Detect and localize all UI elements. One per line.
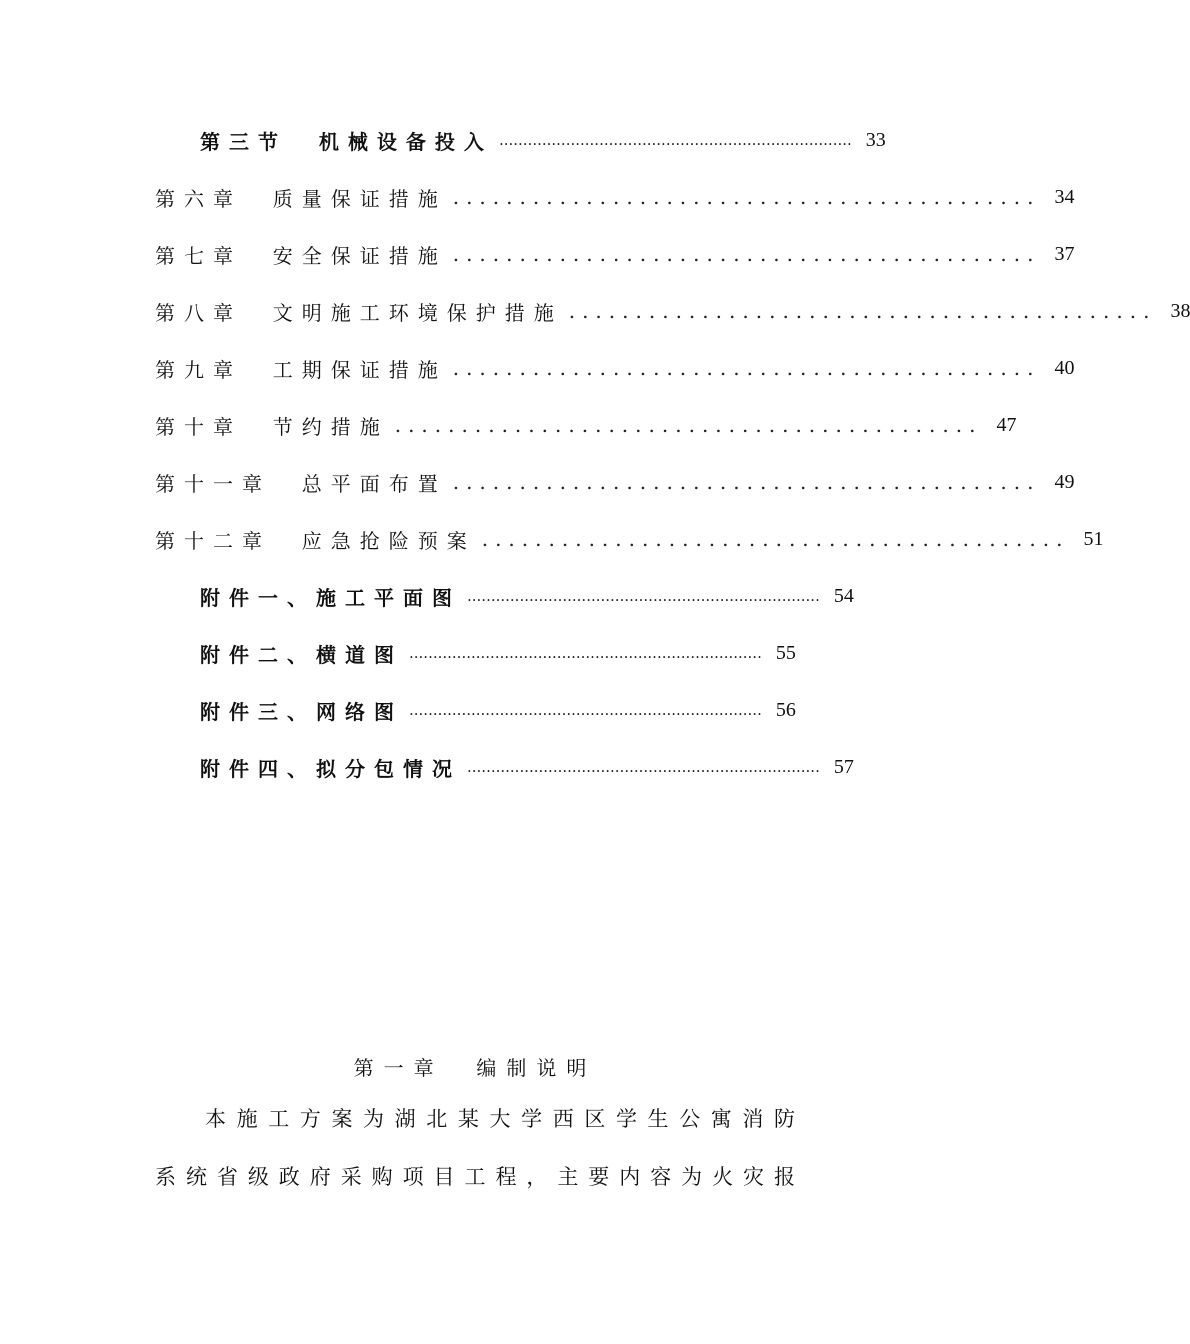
toc-entry-chapter-12[interactable] (155, 522, 1104, 556)
toc-page-number: 33 (865, 128, 886, 151)
toc-entry-label: 第十章 节约措施 (155, 414, 389, 439)
toc-leader-dots: ............................................ (452, 356, 1041, 380)
toc-entry-label: 附件三、网络图 (200, 699, 403, 724)
toc-leader-dots: .......................................................................... (409, 644, 762, 662)
toc-entry-label: 第九章 工期保证措施 (155, 357, 447, 382)
toc-entry-chapter-8[interactable] (155, 294, 1190, 328)
toc-leader-dots: .......................................................................... (498, 131, 852, 149)
toc-entry-label: 第三节 机械设备投入 (200, 129, 493, 154)
toc-entry-appendix-4[interactable] (200, 750, 854, 784)
toc-entry-chapter-7[interactable] (155, 237, 1075, 271)
toc-leader-dots: .......................................................................... (467, 587, 820, 605)
toc-entry-appendix-2[interactable] (200, 636, 795, 670)
toc-page-number: 47 (996, 413, 1017, 436)
toc-entry-chapter-10[interactable] (155, 408, 1017, 442)
toc-page-number: 54 (833, 584, 854, 607)
toc-entry-label: 第八章 文明施工环境保护措施 (155, 300, 563, 325)
toc-page-number: 38 (1170, 299, 1190, 322)
toc-leader-dots: .......................................................................... (467, 758, 820, 776)
toc-entry-label: 第十二章 应急抢险预案 (155, 528, 476, 553)
toc-leader-dots: ............................................ (452, 470, 1041, 494)
toc-page-number: 40 (1054, 356, 1075, 379)
toc-entry-chapter-9[interactable] (155, 351, 1075, 385)
toc-entry-label: 附件二、横道图 (200, 642, 403, 667)
toc-entry-label: 附件一、施工平面图 (200, 585, 461, 610)
toc-leader-dots: .......................................................................... (409, 701, 762, 719)
toc-entry-label: 附件四、拟分包情况 (200, 756, 461, 781)
toc-page-number: 51 (1083, 527, 1104, 550)
chapter-title: 第一章 编制说明 (353, 1056, 597, 1080)
toc-page-number: 56 (775, 698, 796, 721)
toc-leader-dots: ............................................ (452, 185, 1041, 209)
toc-entry-label: 第十一章 总平面布置 (155, 471, 447, 496)
toc-page-number: 37 (1054, 242, 1075, 265)
toc-leader-dots: ............................................ (481, 527, 1070, 551)
toc-leader-dots: ............................................ (568, 299, 1157, 323)
toc-entry-label: 第七章 安全保证措施 (155, 243, 447, 268)
toc-page-number: 55 (775, 641, 796, 664)
toc-entry-appendix-1[interactable] (200, 579, 854, 613)
toc-entry-appendix-3[interactable] (200, 693, 795, 727)
toc-entry-chapter-11[interactable] (155, 465, 1075, 499)
toc-page-number: 57 (833, 755, 854, 778)
body-paragraph-line: 本施工方案为湖北某大学西区学生公寓消防 (205, 1107, 795, 1131)
toc-entry-label: 第六章 质量保证措施 (155, 186, 447, 211)
toc-leader-dots: ............................................ (452, 242, 1041, 266)
body-paragraph-line: 系统省级政府采购项目工程，主要内容为火灾报 (155, 1165, 795, 1189)
toc-page-number: 49 (1054, 470, 1075, 493)
toc-entry-section-3[interactable] (200, 123, 886, 157)
toc-leader-dots: ............................................ (394, 413, 983, 437)
toc-page-number: 34 (1054, 185, 1075, 208)
toc-entry-chapter-6[interactable] (155, 180, 1075, 214)
